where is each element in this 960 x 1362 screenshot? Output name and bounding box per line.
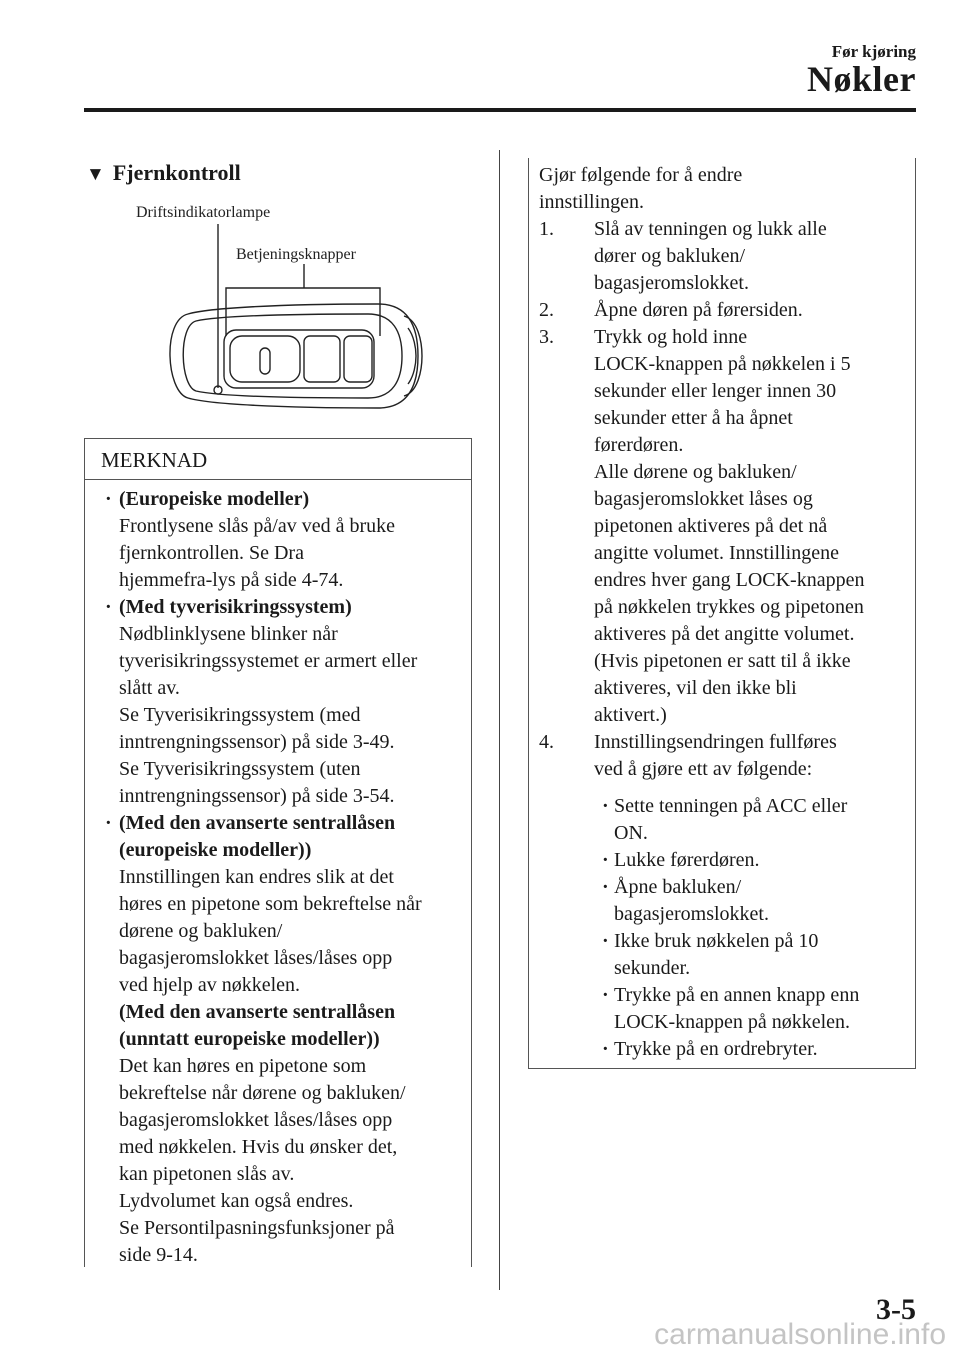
section-marker-icon: ▼ xyxy=(86,164,105,185)
step-line: aktiveres, vil den ikke bli xyxy=(594,677,797,699)
column-divider xyxy=(499,150,500,1290)
option-item xyxy=(614,928,915,982)
note-item-title: (Med den avanserte sentrallåsen xyxy=(119,1001,396,1023)
note-line: Se Tyverisikringssystem (uten xyxy=(119,758,361,780)
procedure-intro: innstillingen. xyxy=(539,191,644,213)
note-line: Frontlysene slås på/av ved å bruke xyxy=(119,515,396,537)
procedure-intro: Gjør følgende for å endre xyxy=(539,164,743,186)
watermark: carmanualsonline.info xyxy=(654,1318,946,1351)
procedure-body xyxy=(529,158,915,1063)
option-line: ON. xyxy=(614,822,648,844)
step-line: (Hvis pipetonen er satt til å ikke xyxy=(594,650,851,672)
note-item-title: (unntatt europeiske modeller)) xyxy=(119,1028,380,1050)
step-line: Alle dørene og bakluken/ xyxy=(594,461,797,483)
note-line: kan pipetonen slås av. xyxy=(119,1163,295,1185)
option-line: · Lukke førerdøren. xyxy=(614,849,760,871)
note-item xyxy=(119,594,463,810)
procedure-step xyxy=(539,297,915,324)
note-line: slått av. xyxy=(119,677,180,699)
step-line: bagasjeromslokket låses og xyxy=(594,488,813,510)
remote-key-illustration xyxy=(118,196,448,426)
option-item xyxy=(614,793,915,847)
note-line: tyverisikringssystemet er armert eller xyxy=(119,650,418,672)
step-line: ved å gjøre ett av følgende: xyxy=(594,758,813,780)
step-line: Trykk og hold inne xyxy=(594,326,748,348)
note-body xyxy=(85,480,471,1269)
note-item xyxy=(119,486,463,594)
section-heading-text: Fjernkontroll xyxy=(112,160,241,185)
step-line: angitte volumet. Innstillingene xyxy=(594,542,839,564)
step-number: 4. xyxy=(539,731,554,753)
option-item xyxy=(614,982,915,1036)
step-line: førerdøren. xyxy=(594,434,684,456)
step-line: Åpne døren på førersiden. xyxy=(594,299,803,321)
remote-key-figure xyxy=(118,196,448,426)
note-line: Lydvolumet kan også endres. xyxy=(119,1190,354,1212)
option-line: sekunder. xyxy=(614,957,691,979)
page-number: 3-5 xyxy=(876,1293,916,1326)
step-line: pipetonen aktiveres på det nå xyxy=(594,515,828,537)
option-line: LOCK-knappen på nøkkelen. xyxy=(614,1011,851,1033)
option-line: · Trykke på en ordrebryter. xyxy=(614,1038,818,1060)
note-line: bekreftelse når dørene og bakluken/ xyxy=(119,1082,406,1104)
step-number: 1. xyxy=(539,218,554,240)
note-line: Se Persontilpasningsfunksjoner på xyxy=(119,1217,395,1239)
note-line: side 9-14. xyxy=(119,1244,198,1266)
step-line: dører og bakluken/ xyxy=(594,245,746,267)
figure-label-buttons: Betjeningsknapper xyxy=(236,246,356,263)
step-line: på nøkkelen trykkes og pipetonen xyxy=(594,596,864,618)
figure-label-indicator: Driftsindikatorlampe xyxy=(136,204,271,221)
note-item-title: · (Europeiske modeller) xyxy=(119,488,310,510)
step-line: endres hver gang LOCK-knappen xyxy=(594,569,865,591)
option-line: · Trykke på en annen knapp enn xyxy=(614,984,860,1006)
note-line: ved hjelp av nøkkelen. xyxy=(119,974,301,996)
note-item-title: (europeiske modeller)) xyxy=(119,839,312,861)
step-number: 2. xyxy=(539,299,554,321)
note-item-title: · (Med tyverisikringssystem) xyxy=(119,596,352,618)
note-box xyxy=(84,438,472,1267)
option-line: bagasjeromslokket. xyxy=(614,903,769,925)
note-line: inntrengningssensor) på side 3-49. xyxy=(119,731,395,753)
procedure-step xyxy=(539,324,915,729)
procedure-step xyxy=(539,729,915,783)
note-line: dørene og bakluken/ xyxy=(119,920,283,942)
note-line: inntrengningssensor) på side 3-54. xyxy=(119,785,395,807)
option-list xyxy=(539,793,915,1063)
step-number: 3. xyxy=(539,326,554,348)
option-item xyxy=(614,874,915,928)
note-line: Det kan høres en pipetone som xyxy=(119,1055,367,1077)
note-line: Se Tyverisikringssystem (med xyxy=(119,704,361,726)
note-heading: MERKNAD xyxy=(85,439,471,480)
option-line: · Åpne bakluken/ xyxy=(614,876,742,898)
option-line: · Sette tenningen på ACC eller xyxy=(614,795,848,817)
note-line: Nødblinklysene blinker når xyxy=(119,623,338,645)
note-line: fjernkontrollen. Se Dra xyxy=(119,542,304,564)
step-line: aktiveres på det angitte volumet. xyxy=(594,623,855,645)
chapter-label: Før kjøring xyxy=(831,42,916,61)
section-heading xyxy=(86,160,241,186)
note-item-title: · (Med den avanserte sentrallåsen xyxy=(119,812,396,834)
step-line: sekunder etter å ha åpnet xyxy=(594,407,793,429)
option-line: · Ikke bruk nøkkelen på 10 xyxy=(614,930,819,952)
note-line: med nøkkelen. Hvis du ønsker det, xyxy=(119,1136,398,1158)
step-line: Innstillingsendringen fullføres xyxy=(594,731,837,753)
note-line: hjemmefra-lys på side 4-74. xyxy=(119,569,344,591)
step-line: sekunder eller lenger innen 30 xyxy=(594,380,837,402)
procedure-box xyxy=(528,158,916,1069)
step-line: Slå av tenningen og lukk alle xyxy=(594,218,827,240)
procedure-step xyxy=(539,216,915,297)
note-item xyxy=(119,810,463,1269)
page-title: Nøkler xyxy=(807,59,916,99)
step-line: aktivert.) xyxy=(594,704,667,726)
header-rule xyxy=(84,108,916,112)
option-item xyxy=(614,847,915,874)
step-line: bagasjeromslokket. xyxy=(594,272,749,294)
note-line: høres en pipetone som bekreftelse når xyxy=(119,893,422,915)
note-line: bagasjeromslokket låses/låses opp xyxy=(119,1109,393,1131)
note-line: Innstillingen kan endres slik at det xyxy=(119,866,394,888)
note-line: bagasjeromslokket låses/låses opp xyxy=(119,947,393,969)
option-item xyxy=(614,1036,915,1063)
step-line: LOCK-knappen på nøkkelen i 5 xyxy=(594,353,851,375)
